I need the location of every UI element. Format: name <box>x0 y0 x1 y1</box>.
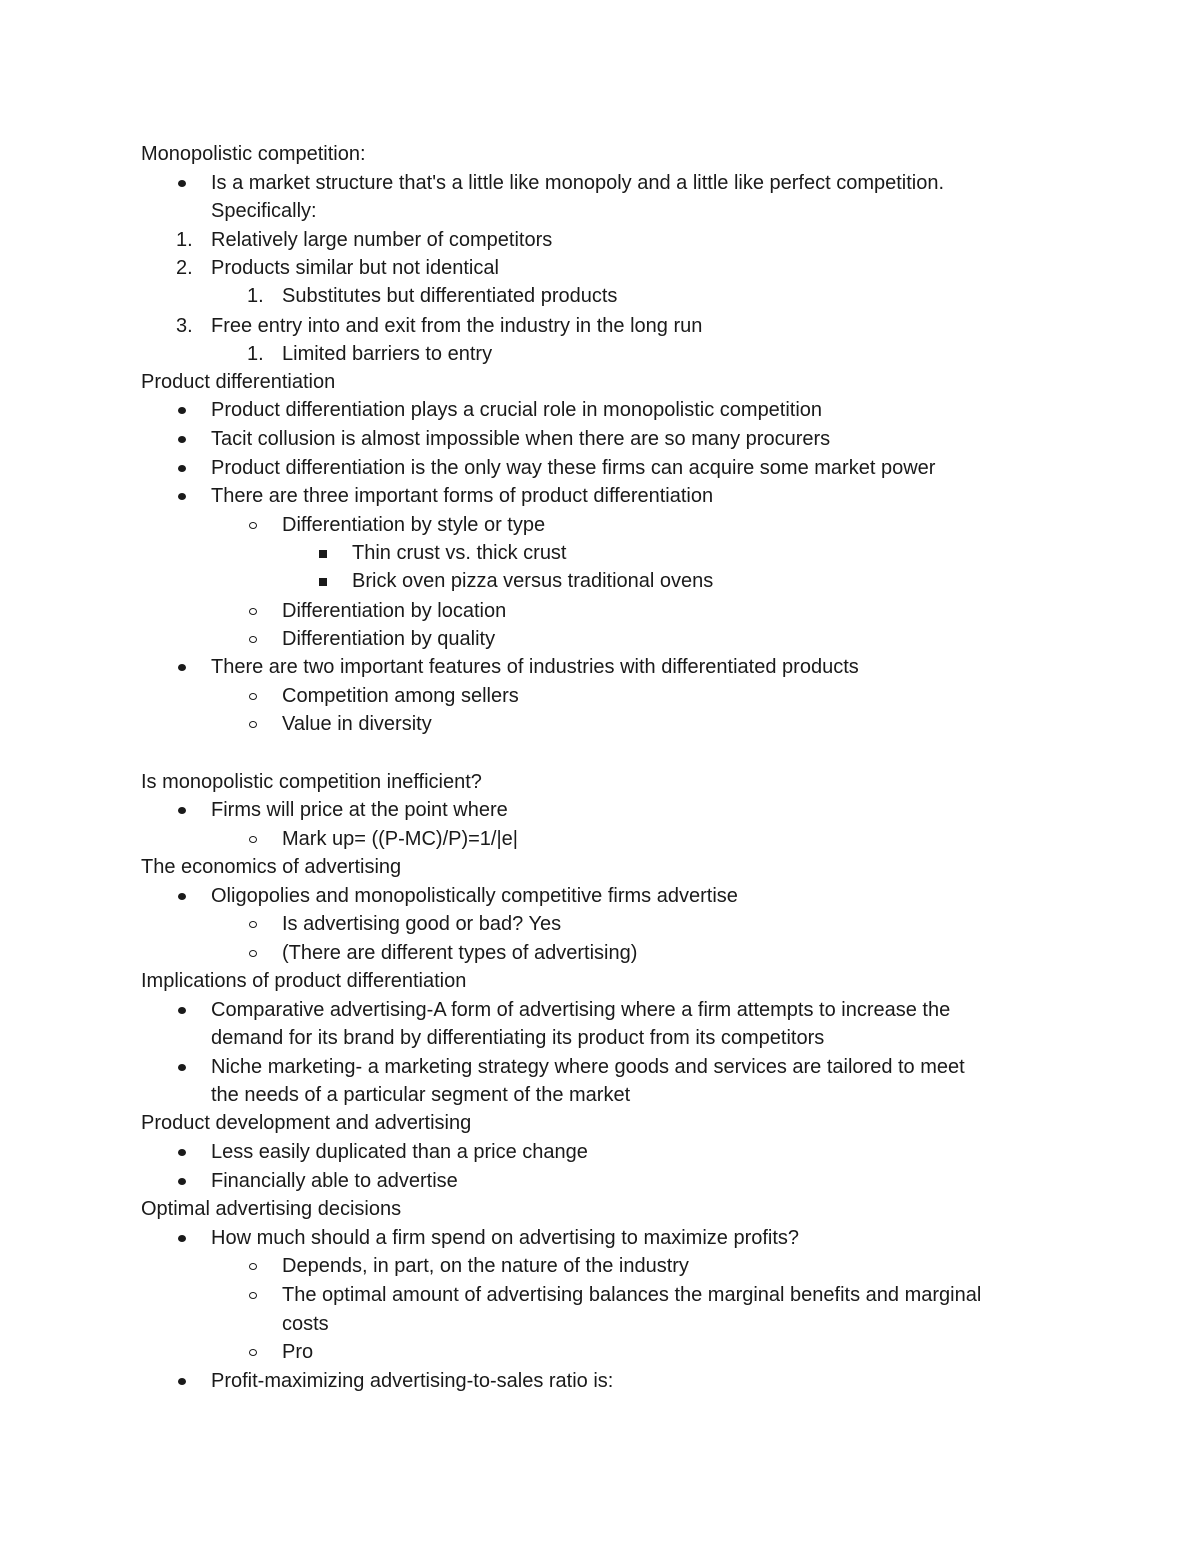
item-text: Products similar but not identical <box>211 257 499 279</box>
bullet-icon <box>178 1064 186 1071</box>
item-text: Product differentiation plays a crucial role in monopolistic competition <box>211 399 823 421</box>
bullet-icon <box>178 180 186 187</box>
item-text: demand for its brand by differentiating its product from its competitors <box>211 1027 825 1049</box>
hollow-bullet-icon <box>249 608 257 615</box>
item-number: 1. <box>247 343 264 365</box>
bullet-icon <box>178 1235 186 1242</box>
item-number: 1. <box>176 229 193 251</box>
item-text: Limited barriers to entry <box>282 343 493 365</box>
item-text: There are two important features of industries with differentiated products <box>211 656 859 678</box>
bullet-icon <box>178 893 186 900</box>
item-text: Differentiation by quality <box>282 628 496 650</box>
item-text: Comparative advertising-A form of advertising where a firm attempts to increase the <box>211 999 951 1021</box>
item-number: 1. <box>247 285 264 307</box>
item-text: (There are different types of advertising) <box>282 942 638 964</box>
bullet-icon <box>178 807 186 814</box>
heading-text: Product differentiation <box>141 371 336 393</box>
heading-text: The economics of advertising <box>141 856 402 878</box>
bullet-icon <box>178 1378 186 1385</box>
item-text: Tacit collusion is almost impossible when there are so many procurers <box>211 428 831 450</box>
item-text: There are three important forms of product differentiation <box>211 485 714 507</box>
hollow-bullet-icon <box>249 721 257 728</box>
bullet-icon <box>178 465 186 472</box>
item-text: Substitutes but differentiated products <box>282 285 618 307</box>
item-text: Profit-maximizing advertising-to-sales ratio is: <box>211 1370 614 1392</box>
heading-text: Implications of product differentiation <box>141 970 467 992</box>
hollow-bullet-icon <box>249 921 257 928</box>
hollow-bullet-icon <box>249 693 257 700</box>
item-text: costs <box>282 1313 329 1335</box>
item-text: Oligopolies and monopolistically competitive firms advertise <box>211 885 738 907</box>
item-text: Is a market structure that's a little like monopoly and a little like perfect competition. <box>211 172 945 194</box>
bullet-icon <box>178 1007 186 1014</box>
bullet-icon <box>178 664 186 671</box>
item-text: Firms will price at the point where <box>211 799 508 821</box>
item-text: Product differentiation is the only way these firms can acquire some market power <box>211 457 936 479</box>
item-text: Differentiation by style or type <box>282 514 546 536</box>
bullet-icon <box>178 407 186 414</box>
item-text: Depends, in part, on the nature of the industry <box>282 1255 689 1277</box>
item-text: Free entry into and exit from the industry in the long run <box>211 315 703 337</box>
heading-text: Monopolistic competition: <box>141 143 366 165</box>
square-bullet-icon <box>319 578 327 586</box>
item-number: 3. <box>176 315 193 337</box>
item-text: Financially able to advertise <box>211 1170 458 1192</box>
item-text: How much should a firm spend on advertising to maximize profits? <box>211 1227 800 1249</box>
hollow-bullet-icon <box>249 836 257 843</box>
item-text: the needs of a particular segment of the market <box>211 1084 631 1106</box>
item-text: Specifically: <box>211 200 317 222</box>
item-text: Competition among sellers <box>282 685 519 707</box>
hollow-bullet-icon <box>249 950 257 957</box>
item-text: Less easily duplicated than a price change <box>211 1141 588 1163</box>
item-text: Is advertising good or bad? Yes <box>282 913 562 935</box>
hollow-bullet-icon <box>249 1349 257 1356</box>
item-number: 2. <box>176 257 193 279</box>
heading-text: Is monopolistic competition inefficient? <box>141 771 482 793</box>
hollow-bullet-icon <box>249 636 257 643</box>
item-text: The optimal amount of advertising balances the marginal benefits and marginal <box>282 1284 982 1306</box>
item-text: Relatively large number of competitors <box>211 229 553 251</box>
item-text: Mark up= ((P-MC)/P)=1/|e| <box>282 828 518 850</box>
item-text: Value in diversity <box>282 713 432 735</box>
item-text: Brick oven pizza versus traditional ovens <box>352 570 714 592</box>
heading-text: Optimal advertising decisions <box>141 1198 402 1220</box>
item-text: Differentiation by location <box>282 600 507 622</box>
square-bullet-icon <box>319 550 327 558</box>
bullet-icon <box>178 1178 186 1185</box>
item-text: Niche marketing- a marketing strategy where goods and services are tailored to meet <box>211 1056 965 1078</box>
hollow-bullet-icon <box>249 1263 257 1270</box>
hollow-bullet-icon <box>249 1292 257 1299</box>
bullet-icon <box>178 436 186 443</box>
bullet-icon <box>178 1149 186 1156</box>
item-text: Thin crust vs. thick crust <box>352 542 567 564</box>
heading-text: Product development and advertising <box>141 1112 472 1134</box>
item-text: Pro <box>282 1341 314 1363</box>
hollow-bullet-icon <box>249 522 257 529</box>
bullet-icon <box>178 493 186 500</box>
